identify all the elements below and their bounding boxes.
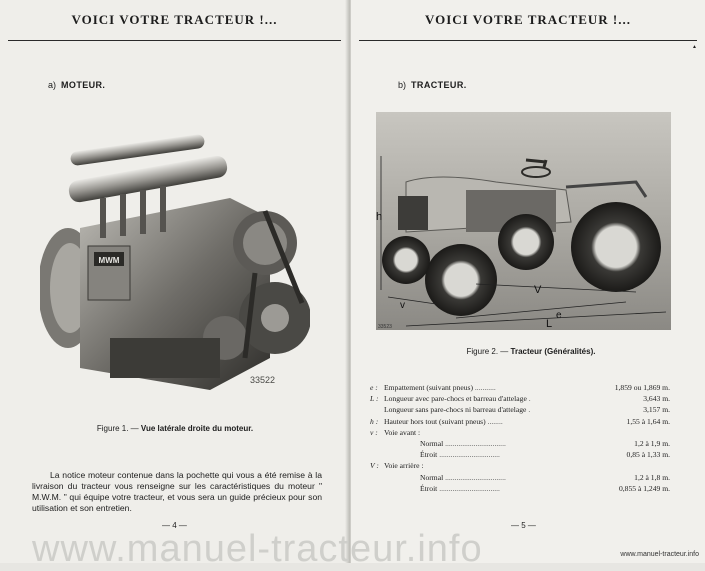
spec-label-text: Étroit (420, 483, 438, 493)
spec-value: 1,2 à 1,9 m. (634, 439, 670, 449)
engine-notice-text: La notice moteur contenue dans la pochette qui vous a été remise à la livraison du tracteur vous renseigne sur les caractéristiques du moteur " M.W.M. " qui équipe votre tracteur, et vous sera un guide précieux pour son utilisation et son entretien. (32, 470, 322, 513)
spec-row (370, 438, 670, 449)
spec-value: 1,2 à 1,8 m. (634, 472, 670, 482)
left-page (0, 0, 349, 563)
spec-key: e : (370, 383, 378, 393)
spec-row (370, 472, 670, 483)
spec-row (370, 449, 670, 460)
spec-label (384, 405, 590, 414)
figure-1-title: Vue latérale droite du moteur. (140, 424, 254, 433)
dim-e-label: e (556, 310, 562, 321)
left-page-header: VOICI VOTRE TRACTEUR !... (71, 12, 278, 27)
left-header-rule (8, 40, 341, 41)
spec-value: 0,85 à 1,33 m. (626, 450, 670, 460)
right-section-title (398, 80, 467, 90)
left-section-label: MOTEUR. (61, 80, 106, 90)
corner-mark: ▲ (692, 44, 697, 50)
spec-label-text: Longueur avec pare-chocs et barreau d'attelage (384, 394, 527, 404)
watermark: www.manuel-tracteur.info (32, 528, 483, 570)
spec-row (370, 416, 670, 427)
spec-row (370, 460, 670, 471)
spec-label-text: Voie avant : (384, 427, 421, 437)
spec-row (370, 404, 670, 415)
left-page-number: — 4 — (162, 521, 187, 530)
spec-label (384, 383, 590, 392)
tractor-specs-table (370, 382, 670, 494)
spec-key: h : (370, 416, 379, 426)
spec-value: 1,859 ou 1,869 m. (614, 383, 670, 393)
spec-leader-dots: . (528, 394, 531, 404)
spec-value: 3,643 m. (643, 394, 670, 404)
left-section-prefix: a) (48, 80, 57, 90)
spec-row (370, 427, 670, 438)
left-section-title (48, 80, 105, 90)
figure-2-caption (431, 347, 631, 356)
engine-notice-paragraph (32, 470, 322, 514)
spec-label-text: Normal (420, 439, 444, 449)
spec-leader-dots: . (528, 405, 531, 415)
spec-label (384, 473, 590, 482)
spec-label-text: Étroit (420, 450, 438, 460)
spec-label (384, 394, 590, 403)
right-page-number: — 5 — (511, 521, 536, 530)
dim-V-label: V (534, 284, 542, 296)
spec-label (384, 439, 590, 448)
spec-leader-dots: ................................ (439, 450, 500, 460)
dim-v-label: v (400, 300, 405, 311)
right-section-label: TRACTEUR. (411, 80, 467, 90)
dim-L-label: L (546, 318, 553, 330)
dim-h-label: h (376, 211, 383, 223)
spec-label-text: Voie arrière : (384, 461, 424, 471)
spec-row (370, 382, 670, 393)
spec-leader-dots: ........ (487, 416, 503, 426)
tractor-photo (376, 112, 671, 330)
spec-label (384, 417, 590, 426)
spec-value: 0,855 à 1,249 m. (618, 483, 670, 493)
spec-key: V : (370, 461, 379, 471)
engine-photo-number: 33522 (250, 375, 276, 385)
figure-1-caption (20, 424, 330, 433)
spec-key: v : (370, 427, 378, 437)
spec-label (384, 461, 590, 470)
spec-label-text: Hauteur hors tout (suivant pneus) (384, 416, 486, 426)
right-header-rule (359, 40, 697, 41)
spec-label-text: Normal (420, 472, 444, 482)
spec-label (384, 484, 590, 493)
spec-row (370, 483, 670, 494)
spec-label-text: Empattement (suivant pneus) (384, 383, 473, 393)
right-section-prefix: b) (398, 80, 407, 90)
spec-label-text: Longueur sans pare-chocs ni barreau d'attelage (384, 405, 527, 415)
tractor-photo-number: 33523 (378, 324, 392, 330)
spec-leader-dots: ........... (474, 383, 496, 393)
spec-leader-dots: ................................ (445, 439, 506, 449)
spec-leader-dots: ................................ (439, 483, 500, 493)
right-page-header: VOICI VOTRE TRACTEUR !... (424, 12, 632, 27)
spec-label (384, 428, 590, 437)
spec-key: L : (370, 394, 379, 404)
figure-2-prefix: Figure 2. — (466, 347, 509, 356)
spec-label (384, 450, 590, 459)
spec-value: 1,55 à 1,64 m. (626, 416, 670, 426)
figure-1-prefix: Figure 1. — (96, 424, 139, 433)
figure-2-title: Tracteur (Généralités). (510, 347, 596, 356)
watermark-small: www.manuel-tracteur.info (620, 551, 699, 558)
spec-value: 3,157 m. (643, 405, 670, 415)
spec-leader-dots: ................................ (445, 472, 506, 482)
engine-badge: MWM (98, 256, 120, 265)
spec-row (370, 393, 670, 404)
engine-photo (40, 128, 310, 393)
